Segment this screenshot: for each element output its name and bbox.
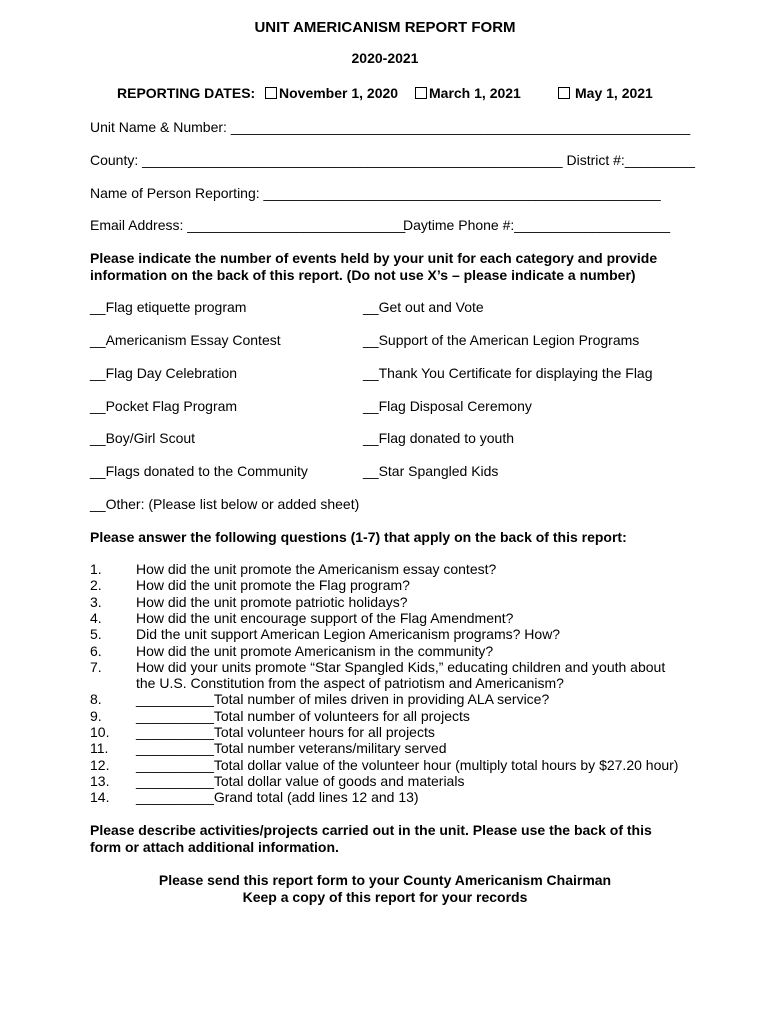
checkbox-may[interactable] (558, 87, 570, 99)
checkbox-nov[interactable] (265, 87, 277, 99)
questions-instructions: Please answer the following questions (1-7) that apply on the back of this report: (90, 529, 627, 545)
footer-copy-note: Keep a copy of this report for your records (242, 889, 528, 905)
category-thank-you-cert[interactable]: __Thank You Certificate for displaying the Flag (363, 365, 653, 381)
category-flag-youth[interactable]: __Flag donated to youth (363, 430, 515, 446)
category-scout[interactable]: __Boy/Girl Scout (90, 430, 196, 446)
question-number: 5. (90, 626, 102, 642)
category-flag-day[interactable]: __Flag Day Celebration (90, 365, 238, 381)
category-other[interactable]: __Other: (Please list below or added sheet) (90, 496, 360, 512)
question-number: 14. (90, 789, 110, 805)
date-option-may[interactable] (558, 85, 653, 101)
question-number: 7. (90, 659, 102, 675)
category-flags-community[interactable]: __Flags donated to the Community (90, 463, 308, 479)
question-number: 6. (90, 643, 102, 659)
question-text: How did the unit promote the Flag program? (136, 577, 410, 593)
date-option-nov[interactable] (265, 85, 398, 101)
question-text[interactable]: __________Total number veterans/military served (136, 740, 447, 756)
date-may-label: May 1, 2021 (575, 85, 653, 101)
question-text[interactable]: __________Total number of volunteers for all projects (136, 708, 470, 724)
category-flag-disposal[interactable]: __Flag Disposal Ceremony (363, 398, 532, 414)
question-text: How did the unit promote patriotic holidays? (136, 594, 408, 610)
question-number: 1. (90, 561, 102, 577)
question-text: the U.S. Constitution from the aspect of patriotism and Americanism? (136, 675, 564, 691)
question-number: 11. (90, 740, 109, 756)
person-reporting-field[interactable]: Name of Person Reporting: ___________________________________________________ (90, 185, 661, 201)
question-number: 13. (90, 773, 110, 789)
date-mar-label: March 1, 2021 (429, 85, 521, 101)
form-title: UNIT AMERICANISM REPORT FORM (254, 19, 516, 36)
unit-name-field[interactable]: Unit Name & Number: ___________________________________________________________ (90, 119, 691, 135)
question-number: 12. (90, 757, 110, 773)
question-text: How did the unit promote Americanism in the community? (136, 643, 494, 659)
question-number: 10. (90, 724, 110, 740)
footer-send-note: Please send this report form to your County Americanism Chairman (158, 872, 612, 888)
category-legion-programs[interactable]: __Support of the American Legion Programs (363, 332, 640, 348)
reporting-dates-label: REPORTING DATES: (117, 85, 256, 101)
category-vote[interactable]: __Get out and Vote (363, 299, 484, 315)
question-number: 9. (90, 708, 102, 724)
question-number: 4. (90, 610, 102, 626)
question-text[interactable]: __________Total volunteer hours for all projects (136, 724, 435, 740)
question-text[interactable]: __________Total dollar value of goods and materials (136, 773, 465, 789)
county-district-field[interactable]: County: ______________________________________________________ District #:_________ (90, 152, 695, 168)
category-pocket-flag[interactable]: __Pocket Flag Program (90, 398, 238, 414)
question-text: How did the unit promote the Americanism essay contest? (136, 561, 497, 577)
question-text: Did the unit support American Legion Americanism programs? How? (136, 626, 561, 642)
question-text[interactable]: __________Total number of miles driven in providing ALA service? (136, 691, 550, 707)
events-instructions: Please indicate the number of events held by your unit for each category and provide information on the back of this report. (Do not use X’s – please indicate a number) (90, 250, 658, 283)
describe-instructions: Please describe activities/projects carried out in the unit. Please use the back of this form or attach additional information. (90, 822, 652, 855)
question-text[interactable]: __________Total dollar value of the volunteer hour (multiply total hours by $27.20 hour) (136, 757, 679, 773)
question-number: 3. (90, 594, 102, 610)
phone-field[interactable]: Daytime Phone #:____________________ (403, 217, 671, 233)
email-field[interactable]: Email Address: ____________________________ (90, 217, 406, 233)
question-text: How did the unit encourage support of the Flag Amendment? (136, 610, 514, 626)
question-text: How did your units promote “Star Spangled Kids,” educating children and youth about (136, 659, 666, 675)
question-number: 8. (90, 691, 102, 707)
question-number: 2. (90, 577, 102, 593)
date-option-mar[interactable] (415, 85, 521, 101)
form-year: 2020-2021 (351, 50, 419, 66)
question-text[interactable]: __________Grand total (add lines 12 and 13) (136, 789, 419, 805)
category-essay-contest[interactable]: __Americanism Essay Contest (90, 332, 281, 348)
category-flag-etiquette[interactable]: __Flag etiquette program (90, 299, 247, 315)
category-star-spangled[interactable]: __Star Spangled Kids (363, 463, 499, 479)
date-nov-label: November 1, 2020 (279, 85, 399, 101)
checkbox-mar[interactable] (415, 87, 427, 99)
